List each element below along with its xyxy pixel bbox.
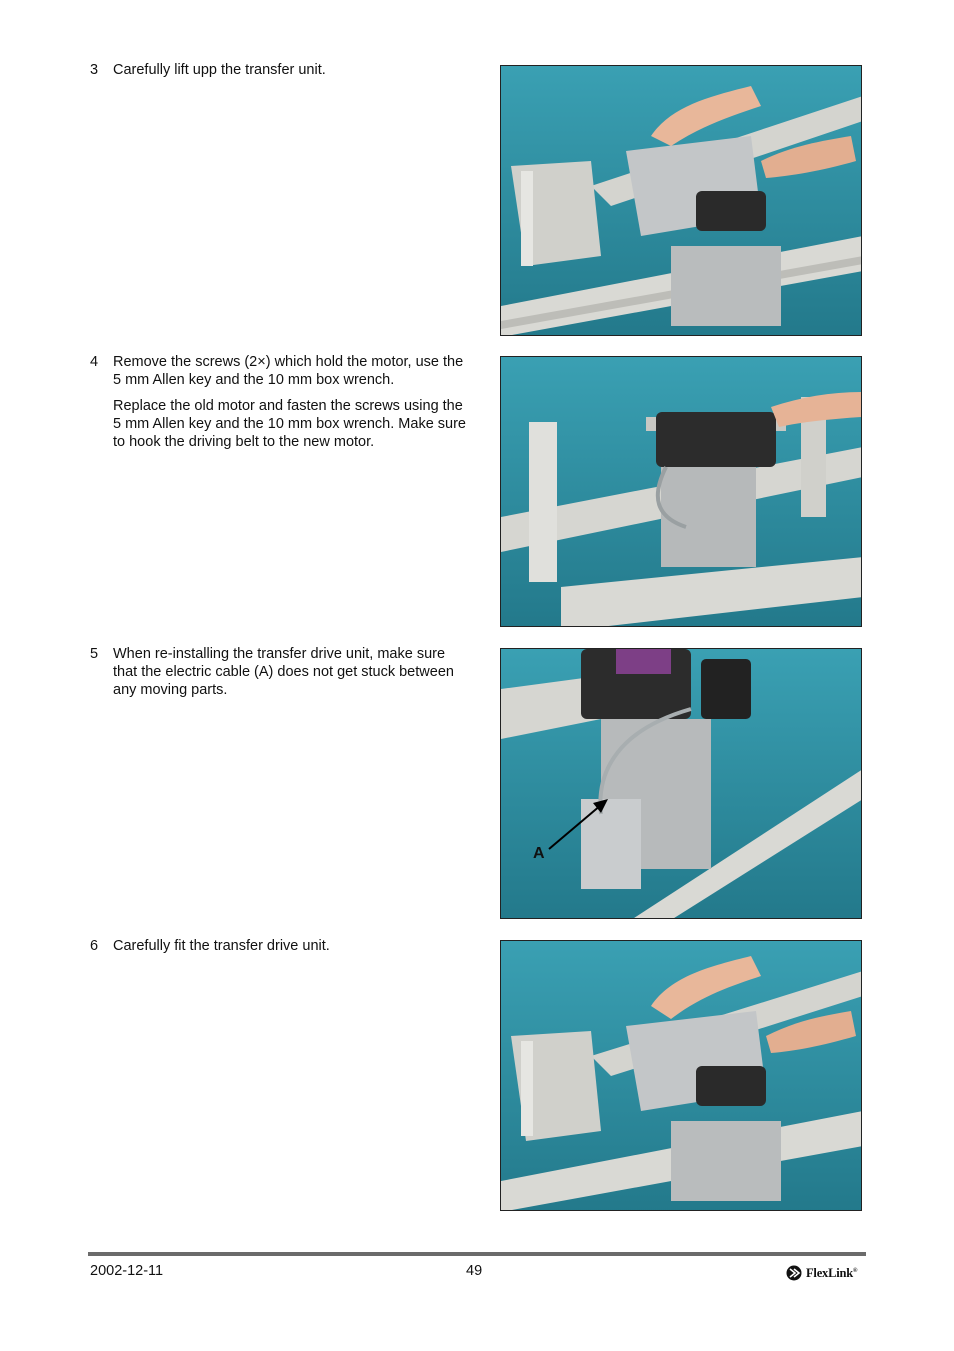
step-number: 5: [90, 646, 99, 662]
footer-rule: [88, 1252, 866, 1256]
step-6: [90, 937, 470, 963]
step-text: Replace the old motor and fasten the screws using the 5 mm Allen key and the 10 mm box wrench. Make sure to hook the driving belt to the new motor.: [113, 398, 466, 450]
photo-lift-transfer-unit: [500, 65, 862, 336]
logo-text: FlexLink®: [806, 1265, 858, 1280]
page-number: 49: [466, 1263, 483, 1279]
step-4: [90, 353, 470, 459]
step-text: Remove the screws (2×) which hold the motor, use the 5 mm Allen key and the 10 mm box wrench.: [113, 354, 464, 388]
step-number: 6: [90, 938, 99, 954]
flexlink-logo-icon: [786, 1265, 802, 1281]
callout-label-a: A: [533, 845, 545, 862]
step-text: Carefully fit the transfer drive unit.: [113, 938, 330, 954]
step-text: When re-installing the transfer drive unit, make sure that the electric cable (A) does not get stuck between any moving parts.: [113, 646, 454, 698]
photo-replace-motor: [500, 356, 862, 627]
step-3: [90, 61, 470, 87]
photo-fit-transfer-drive-unit: [500, 940, 862, 1211]
photo-electric-cable: [500, 648, 862, 919]
step-number: 4: [90, 354, 99, 370]
step-text: Carefully lift upp the transfer unit.: [113, 62, 326, 78]
footer-date: 2002-12-11: [90, 1263, 164, 1279]
flexlink-logo: [786, 1264, 857, 1282]
step-number: 3: [90, 62, 99, 78]
step-5: [90, 645, 470, 707]
